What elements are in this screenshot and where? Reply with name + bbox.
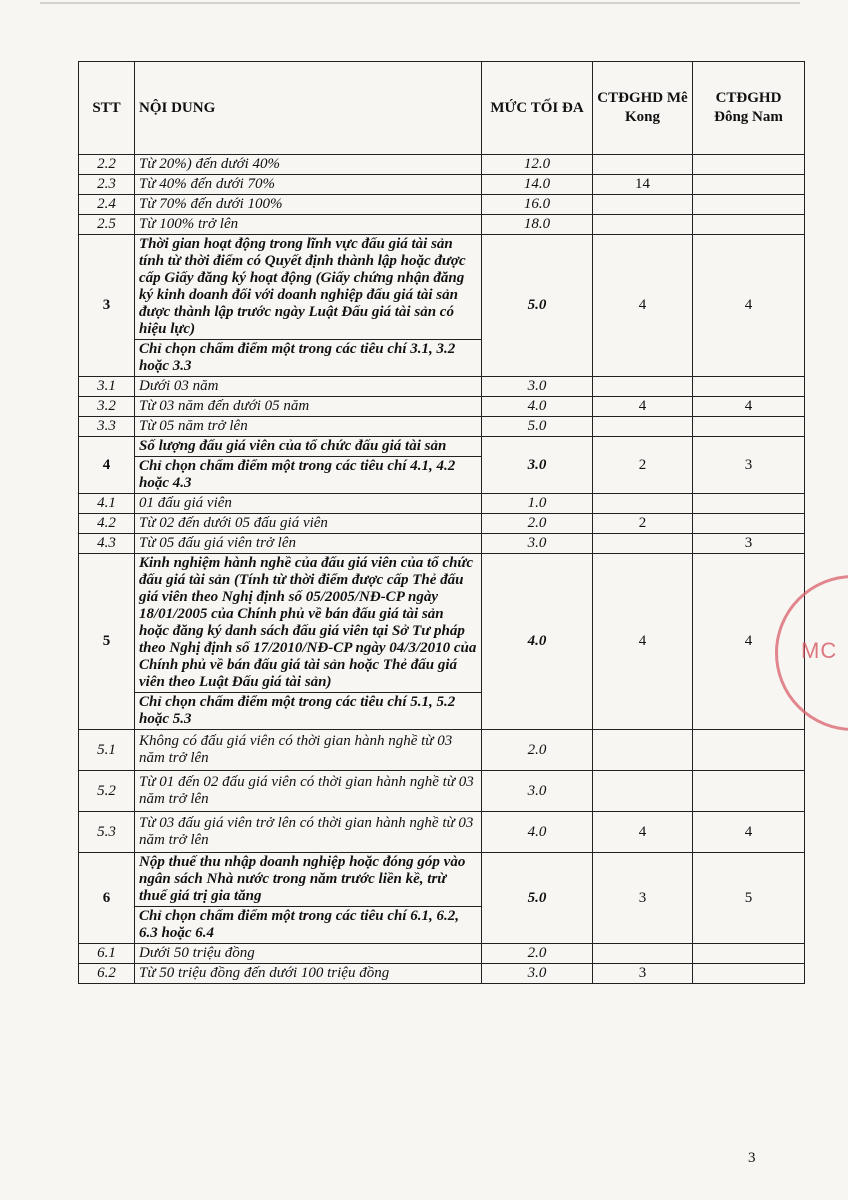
row-stt: 4 bbox=[79, 437, 135, 494]
row-max-score: 3.0 bbox=[482, 377, 593, 397]
table-row bbox=[79, 195, 805, 215]
row-score-dongnam bbox=[693, 377, 805, 397]
row-score-mekong bbox=[593, 377, 693, 397]
row-score-dongnam: 3 bbox=[693, 534, 805, 554]
row-content: Dưới 50 triệu đồng bbox=[135, 944, 482, 964]
row-max-score: 5.0 bbox=[482, 417, 593, 437]
row-score-mekong bbox=[593, 494, 693, 514]
table-row bbox=[79, 730, 805, 771]
row-score-mekong bbox=[593, 417, 693, 437]
row-max-score: 4.0 bbox=[482, 554, 593, 730]
evaluation-table bbox=[78, 61, 805, 984]
row-stt: 2.2 bbox=[79, 155, 135, 175]
row-content: Từ 40% đến dưới 70% bbox=[135, 175, 482, 195]
row-score-mekong: 2 bbox=[593, 437, 693, 494]
header-ctdghd-mekong: CTĐGHD Mê Kong bbox=[593, 62, 693, 155]
row-max-score: 5.0 bbox=[482, 235, 593, 377]
row-stt: 2.4 bbox=[79, 195, 135, 215]
table-row bbox=[79, 771, 805, 812]
row-content: Không có đấu giá viên có thời gian hành nghề từ 03 năm trở lên bbox=[135, 730, 482, 771]
row-score-dongnam bbox=[693, 964, 805, 984]
row-score-dongnam bbox=[693, 944, 805, 964]
row-content: Từ 50 triệu đồng đến dưới 100 triệu đồng bbox=[135, 964, 482, 984]
row-content: Số lượng đấu giá viên của tổ chức đấu giá tài sản bbox=[135, 437, 482, 457]
row-max-score: 3.0 bbox=[482, 771, 593, 812]
row-score-mekong: 4 bbox=[593, 397, 693, 417]
table-row bbox=[79, 514, 805, 534]
row-stt: 2.3 bbox=[79, 175, 135, 195]
row-score-dongnam: 4 bbox=[693, 554, 805, 730]
row-stt: 3.2 bbox=[79, 397, 135, 417]
row-stt: 4.3 bbox=[79, 534, 135, 554]
table-row bbox=[79, 175, 805, 195]
page-number: 3 bbox=[748, 1150, 756, 1166]
row-score-mekong: 4 bbox=[593, 812, 693, 853]
row-score-mekong bbox=[593, 155, 693, 175]
table-header-row bbox=[79, 62, 805, 155]
row-content: Từ 03 đấu giá viên trở lên có thời gian hành nghề từ 03 năm trở lên bbox=[135, 812, 482, 853]
row-max-score: 2.0 bbox=[482, 514, 593, 534]
row-score-mekong bbox=[593, 944, 693, 964]
row-max-score: 4.0 bbox=[482, 397, 593, 417]
table-row bbox=[79, 215, 805, 235]
row-max-score: 3.0 bbox=[482, 437, 593, 494]
row-content: Kinh nghiệm hành nghề của đấu giá viên của tổ chức đấu giá tài sản (Tính từ thời điểm được cấp Thẻ đấu giá viên theo Nghị định số 05/2005/NĐ-CP ngày 18/01/2005 của Chính phủ về bán đấu giá tài sản hoặc đăng ký danh sách đấu giá viên tại Sở Tư pháp theo Nghị định số 17/2010/NĐ-CP ngày 04/3/2010 của Chính phủ về bán đấu giá tài sản hoặc Thẻ đấu giá viên theo Luật Đấu giá tài sản) bbox=[135, 554, 482, 693]
table-row bbox=[79, 235, 805, 340]
stamp-text: MC bbox=[801, 638, 838, 663]
row-content: 01 đấu giá viên bbox=[135, 494, 482, 514]
row-score-mekong bbox=[593, 215, 693, 235]
top-edge-line bbox=[40, 2, 800, 4]
row-score-mekong bbox=[593, 730, 693, 771]
row-stt: 6 bbox=[79, 853, 135, 944]
row-score-dongnam: 4 bbox=[693, 812, 805, 853]
row-stt: 6.1 bbox=[79, 944, 135, 964]
row-content: Từ 05 năm trở lên bbox=[135, 417, 482, 437]
row-max-score: 1.0 bbox=[482, 494, 593, 514]
header-muc-toi-da: MỨC TỐI ĐA bbox=[482, 62, 593, 155]
row-score-dongnam bbox=[693, 155, 805, 175]
row-stt: 6.2 bbox=[79, 964, 135, 984]
row-max-score: 3.0 bbox=[482, 964, 593, 984]
row-max-score: 16.0 bbox=[482, 195, 593, 215]
row-stt: 3 bbox=[79, 235, 135, 377]
row-score-mekong: 4 bbox=[593, 554, 693, 730]
row-score-mekong: 3 bbox=[593, 853, 693, 944]
table-row bbox=[79, 944, 805, 964]
table-row bbox=[79, 155, 805, 175]
row-stt: 3.1 bbox=[79, 377, 135, 397]
row-content: Từ 01 đến 02 đấu giá viên có thời gian hành nghề từ 03 năm trở lên bbox=[135, 771, 482, 812]
table-row bbox=[79, 534, 805, 554]
row-note: Chỉ chọn chấm điểm một trong các tiêu chí 5.1, 5.2 hoặc 5.3 bbox=[135, 693, 482, 730]
row-stt: 4.1 bbox=[79, 494, 135, 514]
row-score-dongnam bbox=[693, 494, 805, 514]
row-note: Chỉ chọn chấm điểm một trong các tiêu chí 6.1, 6.2, 6.3 hoặc 6.4 bbox=[135, 907, 482, 944]
row-max-score: 5.0 bbox=[482, 853, 593, 944]
row-max-score: 4.0 bbox=[482, 812, 593, 853]
table-row bbox=[79, 812, 805, 853]
row-content: Từ 70% đến dưới 100% bbox=[135, 195, 482, 215]
table-row bbox=[79, 397, 805, 417]
row-score-dongnam bbox=[693, 175, 805, 195]
row-score-mekong bbox=[593, 771, 693, 812]
row-max-score: 14.0 bbox=[482, 175, 593, 195]
row-max-score: 3.0 bbox=[482, 534, 593, 554]
row-score-dongnam bbox=[693, 417, 805, 437]
row-content: Từ 03 năm đến dưới 05 năm bbox=[135, 397, 482, 417]
row-content: Từ 100% trở lên bbox=[135, 215, 482, 235]
row-score-mekong bbox=[593, 534, 693, 554]
row-score-dongnam bbox=[693, 215, 805, 235]
table-row bbox=[79, 417, 805, 437]
row-score-mekong: 4 bbox=[593, 235, 693, 377]
row-score-dongnam bbox=[693, 730, 805, 771]
row-note: Chỉ chọn chấm điểm một trong các tiêu chí 3.1, 3.2 hoặc 3.3 bbox=[135, 340, 482, 377]
row-stt: 3.3 bbox=[79, 417, 135, 437]
row-content: Từ 05 đấu giá viên trở lên bbox=[135, 534, 482, 554]
header-stt: STT bbox=[79, 62, 135, 155]
row-content: Từ 02 đến dưới 05 đấu giá viên bbox=[135, 514, 482, 534]
row-stt: 2.5 bbox=[79, 215, 135, 235]
row-content: Nộp thuế thu nhập doanh nghiệp hoặc đóng góp vào ngân sách Nhà nước trong năm trước liền kề, trừ thuế giá trị gia tăng bbox=[135, 853, 482, 907]
row-score-dongnam: 4 bbox=[693, 397, 805, 417]
table-row bbox=[79, 494, 805, 514]
row-stt: 4.2 bbox=[79, 514, 135, 534]
row-stt: 5.2 bbox=[79, 771, 135, 812]
row-score-mekong bbox=[593, 195, 693, 215]
row-score-mekong: 14 bbox=[593, 175, 693, 195]
row-stt: 5 bbox=[79, 554, 135, 730]
row-max-score: 18.0 bbox=[482, 215, 593, 235]
table-row bbox=[79, 853, 805, 907]
row-score-mekong: 2 bbox=[593, 514, 693, 534]
table-row bbox=[79, 554, 805, 693]
header-ctdghd-dongnam: CTĐGHD Đông Nam bbox=[693, 62, 805, 155]
row-score-dongnam bbox=[693, 771, 805, 812]
row-max-score: 2.0 bbox=[482, 730, 593, 771]
table-row bbox=[79, 377, 805, 397]
row-score-dongnam: 4 bbox=[693, 235, 805, 377]
row-score-dongnam: 5 bbox=[693, 853, 805, 944]
row-score-dongnam bbox=[693, 195, 805, 215]
row-content: Dưới 03 năm bbox=[135, 377, 482, 397]
table-row bbox=[79, 964, 805, 984]
row-score-dongnam: 3 bbox=[693, 437, 805, 494]
row-score-mekong: 3 bbox=[593, 964, 693, 984]
row-note: Chỉ chọn chấm điểm một trong các tiêu chí 4.1, 4.2 hoặc 4.3 bbox=[135, 457, 482, 494]
row-max-score: 12.0 bbox=[482, 155, 593, 175]
row-content: Từ 20%) đến dưới 40% bbox=[135, 155, 482, 175]
row-max-score: 2.0 bbox=[482, 944, 593, 964]
header-noi-dung: NỘI DUNG bbox=[135, 62, 482, 155]
row-stt: 5.1 bbox=[79, 730, 135, 771]
row-stt: 5.3 bbox=[79, 812, 135, 853]
row-score-dongnam bbox=[693, 514, 805, 534]
table-row bbox=[79, 437, 805, 457]
row-content: Thời gian hoạt động trong lĩnh vực đấu giá tài sản tính từ thời điểm có Quyết định thành lập hoặc được cấp Giấy đăng ký hoạt động (Giấy chứng nhận đăng ký kinh doanh đối với doanh nghiệp đấu giá tài sản được thành lập trước ngày Luật Đấu giá tài sản có hiệu lực) bbox=[135, 235, 482, 340]
